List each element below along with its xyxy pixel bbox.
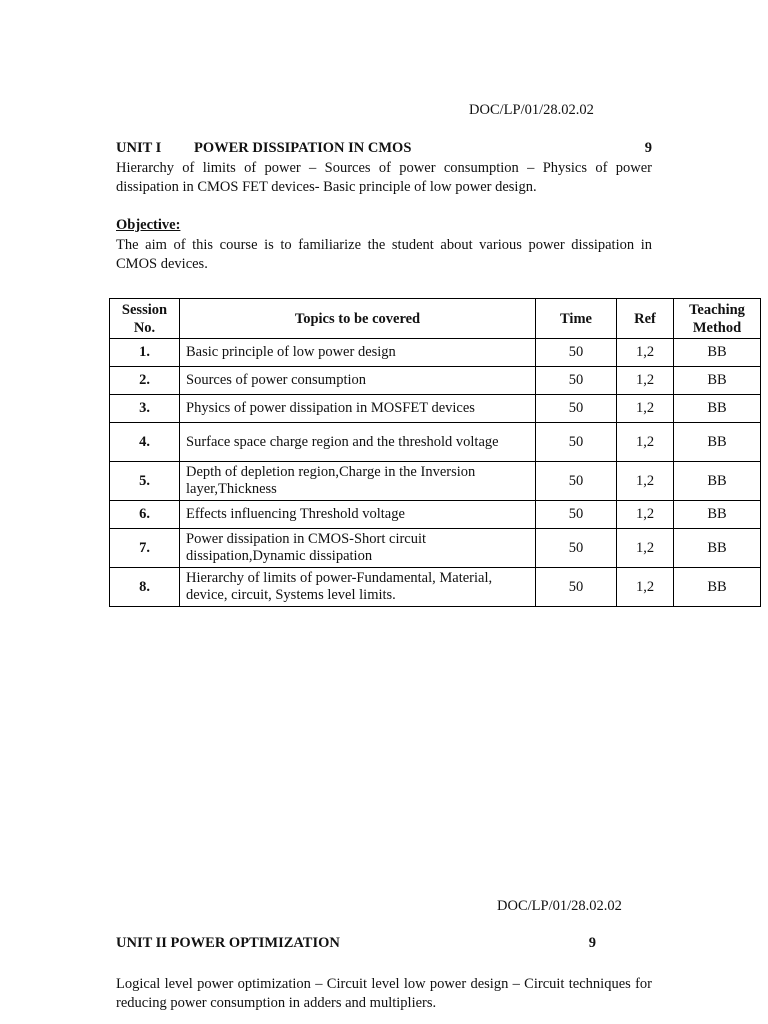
time-header: Time — [536, 299, 617, 339]
unit-description: Hierarchy of limits of power – Sources of power consumption – Physics of power dissipation in CMOS FET devices- Basic principle of low power design. — [116, 160, 652, 195]
unit-hours: 9 — [588, 935, 596, 951]
unit-heading-page2 — [116, 935, 596, 952]
unit-heading — [116, 140, 652, 157]
session-ref: 1,2 — [617, 501, 674, 529]
table-row — [110, 568, 761, 607]
session-time: 50 — [536, 501, 617, 529]
teaching-method-header: Teaching Method — [674, 299, 761, 339]
document-reference-page2: DOC/LP/01/28.02.02 — [497, 898, 622, 914]
session-ref: 1,2 — [617, 395, 674, 423]
table-row — [110, 423, 761, 462]
session-topic: Effects influencing Threshold voltage — [180, 501, 536, 529]
session-number: 6. — [110, 501, 180, 529]
table-row — [110, 395, 761, 423]
session-number: 5. — [110, 462, 180, 501]
session-time: 50 — [536, 423, 617, 462]
session-method: BB — [674, 529, 761, 568]
session-time: 50 — [536, 529, 617, 568]
session-time: 50 — [536, 339, 617, 367]
session-topic: Basic principle of low power design — [180, 339, 536, 367]
session-number: 7. — [110, 529, 180, 568]
session-number: 2. — [110, 367, 180, 395]
session-topic: Depth of depletion region,Charge in the Inversion layer,Thickness — [180, 462, 536, 501]
session-method: BB — [674, 339, 761, 367]
topics-header: Topics to be covered — [180, 299, 536, 339]
unit-title: POWER DISSIPATION IN CMOS — [194, 140, 412, 156]
session-method: BB — [674, 367, 761, 395]
session-number: 8. — [110, 568, 180, 607]
session-number: 1. — [110, 339, 180, 367]
objective-heading: Objective: — [116, 217, 181, 233]
unit-description-page2: Logical level power optimization – Circuit level low power design – Circuit techniques for reducing power consumption in adders and multipliers. — [116, 976, 652, 1011]
table-row — [110, 367, 761, 395]
session-time: 50 — [536, 367, 617, 395]
session-method: BB — [674, 395, 761, 423]
table-row — [110, 339, 761, 367]
session-method: BB — [674, 462, 761, 501]
unit-label: UNIT I — [116, 140, 162, 156]
session-topic: Hierarchy of limits of power-Fundamental, Material, device, circuit, Systems level limits. — [180, 568, 536, 607]
session-topic: Power dissipation in CMOS-Short circuit dissipation,Dynamic dissipation — [180, 529, 536, 568]
table-header-row — [110, 299, 761, 339]
session-time: 50 — [536, 395, 617, 423]
session-plan-table — [109, 298, 761, 607]
session-ref: 1,2 — [617, 367, 674, 395]
objective-text: The aim of this course is to familiarize the student about various power dissipation in CMOS devices. — [116, 237, 652, 272]
session-number: 4. — [110, 423, 180, 462]
ref-header: Ref — [617, 299, 674, 339]
session-number: 3. — [110, 395, 180, 423]
table-row — [110, 462, 761, 501]
session-topic: Sources of power consumption — [180, 367, 536, 395]
table-row — [110, 529, 761, 568]
session-method: BB — [674, 501, 761, 529]
session-topic: Physics of power dissipation in MOSFET devices — [180, 395, 536, 423]
session-topic: Surface space charge region and the threshold voltage — [180, 423, 536, 462]
session-no-header: Session No. — [110, 299, 180, 339]
session-time: 50 — [536, 568, 617, 607]
table-row — [110, 501, 761, 529]
session-ref: 1,2 — [617, 462, 674, 501]
session-method: BB — [674, 423, 761, 462]
session-ref: 1,2 — [617, 423, 674, 462]
session-ref: 1,2 — [617, 529, 674, 568]
unit-hours: 9 — [644, 140, 652, 156]
session-ref: 1,2 — [617, 568, 674, 607]
unit-title: UNIT II POWER OPTIMIZATION — [116, 935, 340, 951]
session-ref: 1,2 — [617, 339, 674, 367]
session-method: BB — [674, 568, 761, 607]
session-time: 50 — [536, 462, 617, 501]
document-reference: DOC/LP/01/28.02.02 — [469, 102, 594, 118]
